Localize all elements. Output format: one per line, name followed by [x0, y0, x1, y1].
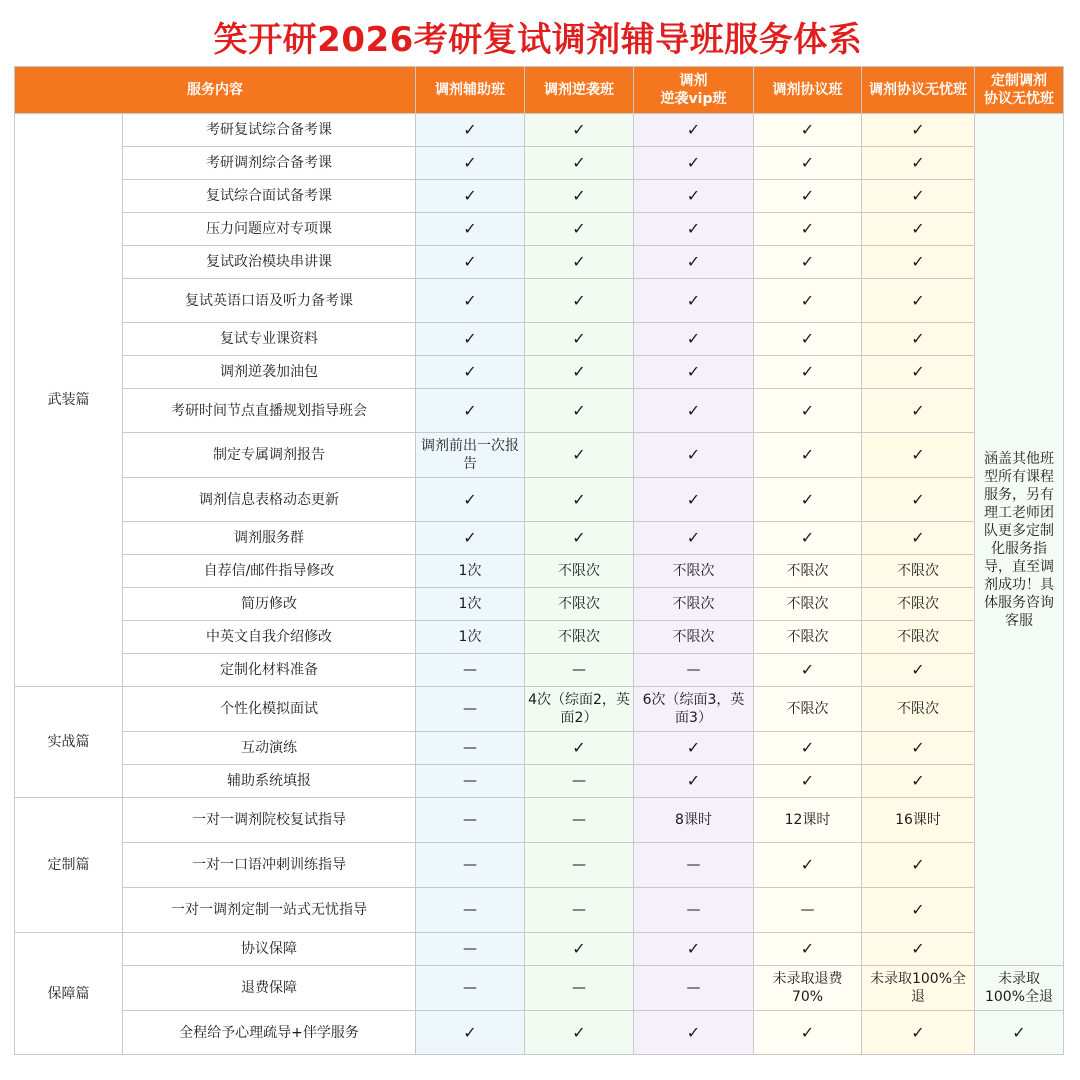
check-icon: ✓: [754, 765, 862, 798]
check-icon: ✓: [862, 765, 975, 798]
table-body: [15, 114, 1064, 1055]
check-icon: ✓: [754, 654, 862, 687]
service-item: 复试综合面试备考课: [123, 180, 416, 213]
service-value: 不限次: [525, 621, 634, 654]
dash-icon: —: [754, 888, 862, 933]
check-icon: ✓: [416, 356, 525, 389]
check-icon: ✓: [634, 765, 754, 798]
check-icon: ✓: [416, 147, 525, 180]
check-icon: ✓: [525, 180, 634, 213]
check-icon: ✓: [754, 323, 862, 356]
check-icon: ✓: [862, 933, 975, 966]
service-value: 不限次: [525, 555, 634, 588]
service-value: 未录取100%全退: [975, 966, 1064, 1011]
header-class: 定制调剂 协议无忧班: [975, 67, 1064, 114]
check-icon: ✓: [862, 246, 975, 279]
table-row: [15, 588, 1064, 621]
section-label: 实战篇: [15, 687, 123, 798]
service-value: 调剂前出一次报告: [416, 433, 525, 478]
dash-icon: —: [634, 966, 754, 1011]
table-row: [15, 732, 1064, 765]
dash-icon: —: [525, 798, 634, 843]
check-icon: ✓: [975, 1011, 1064, 1055]
check-icon: ✓: [634, 732, 754, 765]
service-value: 1次: [416, 588, 525, 621]
dash-icon: —: [525, 966, 634, 1011]
dash-icon: —: [416, 843, 525, 888]
table-row: [15, 147, 1064, 180]
check-icon: ✓: [525, 1011, 634, 1055]
service-item: 互动演练: [123, 732, 416, 765]
check-icon: ✓: [525, 147, 634, 180]
check-icon: ✓: [634, 114, 754, 147]
service-item: 考研复试综合备考课: [123, 114, 416, 147]
check-icon: ✓: [754, 114, 862, 147]
check-icon: ✓: [862, 180, 975, 213]
service-item: 退费保障: [123, 966, 416, 1011]
dash-icon: —: [525, 888, 634, 933]
dash-icon: —: [525, 843, 634, 888]
service-value: 未录取退费70%: [754, 966, 862, 1011]
check-icon: ✓: [862, 522, 975, 555]
table-row: [15, 213, 1064, 246]
check-icon: ✓: [525, 114, 634, 147]
check-icon: ✓: [416, 323, 525, 356]
check-icon: ✓: [416, 114, 525, 147]
check-icon: ✓: [634, 147, 754, 180]
check-icon: ✓: [754, 246, 862, 279]
check-icon: ✓: [862, 843, 975, 888]
header-service: 服务内容: [15, 67, 416, 114]
table-row: [15, 798, 1064, 843]
service-value: 不限次: [754, 588, 862, 621]
check-icon: ✓: [862, 433, 975, 478]
custom-class-note: 涵盖其他班型所有课程服务，另有理工老师团队更多定制化服务指导，直至调剂成功！具体服务咨询客服: [975, 114, 1064, 966]
service-value: 1次: [416, 621, 525, 654]
service-value: 不限次: [862, 621, 975, 654]
service-item: 调剂服务群: [123, 522, 416, 555]
service-item: 个性化模拟面试: [123, 687, 416, 732]
dash-icon: —: [416, 933, 525, 966]
check-icon: ✓: [525, 323, 634, 356]
table-row: [15, 323, 1064, 356]
header-class: 调剂协议班: [754, 67, 862, 114]
table-row: [15, 478, 1064, 522]
check-icon: ✓: [416, 180, 525, 213]
check-icon: ✓: [634, 323, 754, 356]
service-value: 不限次: [862, 555, 975, 588]
service-item: 一对一口语冲刺训练指导: [123, 843, 416, 888]
check-icon: ✓: [634, 356, 754, 389]
service-item: 调剂逆袭加油包: [123, 356, 416, 389]
check-icon: ✓: [416, 246, 525, 279]
check-icon: ✓: [525, 732, 634, 765]
check-icon: ✓: [862, 478, 975, 522]
section-label: 定制篇: [15, 798, 123, 933]
service-value: 不限次: [525, 588, 634, 621]
service-item: 全程给予心理疏导+伴学服务: [123, 1011, 416, 1055]
table-row: [15, 180, 1064, 213]
service-value: 不限次: [754, 687, 862, 732]
service-item: 协议保障: [123, 933, 416, 966]
check-icon: ✓: [525, 933, 634, 966]
service-table: [14, 66, 1064, 1055]
service-value: 16课时: [862, 798, 975, 843]
dash-icon: —: [634, 843, 754, 888]
table-row: [15, 356, 1064, 389]
header-row: [15, 67, 1064, 114]
check-icon: ✓: [416, 279, 525, 323]
check-icon: ✓: [525, 433, 634, 478]
check-icon: ✓: [634, 246, 754, 279]
dash-icon: —: [416, 966, 525, 1011]
check-icon: ✓: [862, 389, 975, 433]
dash-icon: —: [416, 765, 525, 798]
check-icon: ✓: [862, 114, 975, 147]
check-icon: ✓: [634, 180, 754, 213]
check-icon: ✓: [634, 213, 754, 246]
service-value: 8课时: [634, 798, 754, 843]
check-icon: ✓: [862, 888, 975, 933]
check-icon: ✓: [416, 522, 525, 555]
service-item: 复试政治模块串讲课: [123, 246, 416, 279]
check-icon: ✓: [754, 213, 862, 246]
check-icon: ✓: [416, 478, 525, 522]
service-value: 不限次: [634, 555, 754, 588]
dash-icon: —: [416, 654, 525, 687]
service-item: 考研调剂综合备考课: [123, 147, 416, 180]
table-row: [15, 933, 1064, 966]
table-row: [15, 765, 1064, 798]
service-value: 6次（综面3，英面3）: [634, 687, 754, 732]
check-icon: ✓: [525, 246, 634, 279]
check-icon: ✓: [754, 389, 862, 433]
service-item: 考研时间节点直播规划指导班会: [123, 389, 416, 433]
check-icon: ✓: [525, 478, 634, 522]
check-icon: ✓: [862, 323, 975, 356]
table-row: [15, 522, 1064, 555]
check-icon: ✓: [754, 433, 862, 478]
table-row: [15, 114, 1064, 147]
check-icon: ✓: [754, 522, 862, 555]
service-item: 辅助系统填报: [123, 765, 416, 798]
check-icon: ✓: [525, 356, 634, 389]
check-icon: ✓: [754, 147, 862, 180]
service-value: 不限次: [862, 687, 975, 732]
check-icon: ✓: [634, 1011, 754, 1055]
service-item: 复试英语口语及听力备考课: [123, 279, 416, 323]
check-icon: ✓: [525, 213, 634, 246]
dash-icon: —: [416, 732, 525, 765]
table-row: [15, 966, 1064, 1011]
page-title: 笑开研2026考研复试调剂辅导班服务体系: [213, 20, 863, 60]
check-icon: ✓: [634, 389, 754, 433]
check-icon: ✓: [525, 279, 634, 323]
table-row: [15, 621, 1064, 654]
service-item: 复试专业课资料: [123, 323, 416, 356]
header-class: 调剂辅助班: [416, 67, 525, 114]
dash-icon: —: [525, 654, 634, 687]
service-item: 一对一调剂定制一站式无忧指导: [123, 888, 416, 933]
header-class: 调剂逆袭班: [525, 67, 634, 114]
check-icon: ✓: [754, 356, 862, 389]
check-icon: ✓: [862, 732, 975, 765]
table-row: [15, 687, 1064, 732]
table-row: [15, 389, 1064, 433]
check-icon: ✓: [754, 478, 862, 522]
section-label: 武装篇: [15, 114, 123, 687]
service-value: 未录取100%全退: [862, 966, 975, 1011]
check-icon: ✓: [862, 356, 975, 389]
service-value: 不限次: [634, 588, 754, 621]
service-item: 自荐信/邮件指导修改: [123, 555, 416, 588]
service-item: 一对一调剂院校复试指导: [123, 798, 416, 843]
dash-icon: —: [634, 888, 754, 933]
table-row: [15, 246, 1064, 279]
dash-icon: —: [634, 654, 754, 687]
check-icon: ✓: [525, 389, 634, 433]
dash-icon: —: [525, 765, 634, 798]
check-icon: ✓: [634, 522, 754, 555]
table-row: [15, 1011, 1064, 1055]
check-icon: ✓: [754, 279, 862, 323]
service-value: 4次（综面2，英面2）: [525, 687, 634, 732]
check-icon: ✓: [416, 1011, 525, 1055]
check-icon: ✓: [754, 843, 862, 888]
check-icon: ✓: [862, 279, 975, 323]
check-icon: ✓: [754, 933, 862, 966]
check-icon: ✓: [754, 180, 862, 213]
section-label: 保障篇: [15, 933, 123, 1055]
check-icon: ✓: [862, 147, 975, 180]
check-icon: ✓: [634, 478, 754, 522]
table-row: [15, 279, 1064, 323]
check-icon: ✓: [634, 433, 754, 478]
check-icon: ✓: [416, 213, 525, 246]
service-item: 定制化材料准备: [123, 654, 416, 687]
check-icon: ✓: [754, 732, 862, 765]
check-icon: ✓: [634, 279, 754, 323]
table-row: [15, 433, 1064, 478]
check-icon: ✓: [416, 389, 525, 433]
table-row: [15, 888, 1064, 933]
check-icon: ✓: [862, 213, 975, 246]
service-item: 简历修改: [123, 588, 416, 621]
service-item: 制定专属调剂报告: [123, 433, 416, 478]
table-row: [15, 654, 1064, 687]
check-icon: ✓: [525, 522, 634, 555]
service-value: 12课时: [754, 798, 862, 843]
service-value: 不限次: [754, 621, 862, 654]
dash-icon: —: [416, 888, 525, 933]
check-icon: ✓: [862, 1011, 975, 1055]
service-item: 调剂信息表格动态更新: [123, 478, 416, 522]
header-class: 调剂协议无忧班: [862, 67, 975, 114]
service-item: 中英文自我介绍修改: [123, 621, 416, 654]
dash-icon: —: [416, 687, 525, 732]
check-icon: ✓: [634, 933, 754, 966]
check-icon: ✓: [754, 1011, 862, 1055]
check-icon: ✓: [862, 654, 975, 687]
service-value: 不限次: [862, 588, 975, 621]
service-value: 不限次: [754, 555, 862, 588]
service-item: 压力问题应对专项课: [123, 213, 416, 246]
header-class: 调剂 逆袭vip班: [634, 67, 754, 114]
dash-icon: —: [416, 798, 525, 843]
service-value: 1次: [416, 555, 525, 588]
service-value: 不限次: [634, 621, 754, 654]
table-row: [15, 843, 1064, 888]
table-row: [15, 555, 1064, 588]
